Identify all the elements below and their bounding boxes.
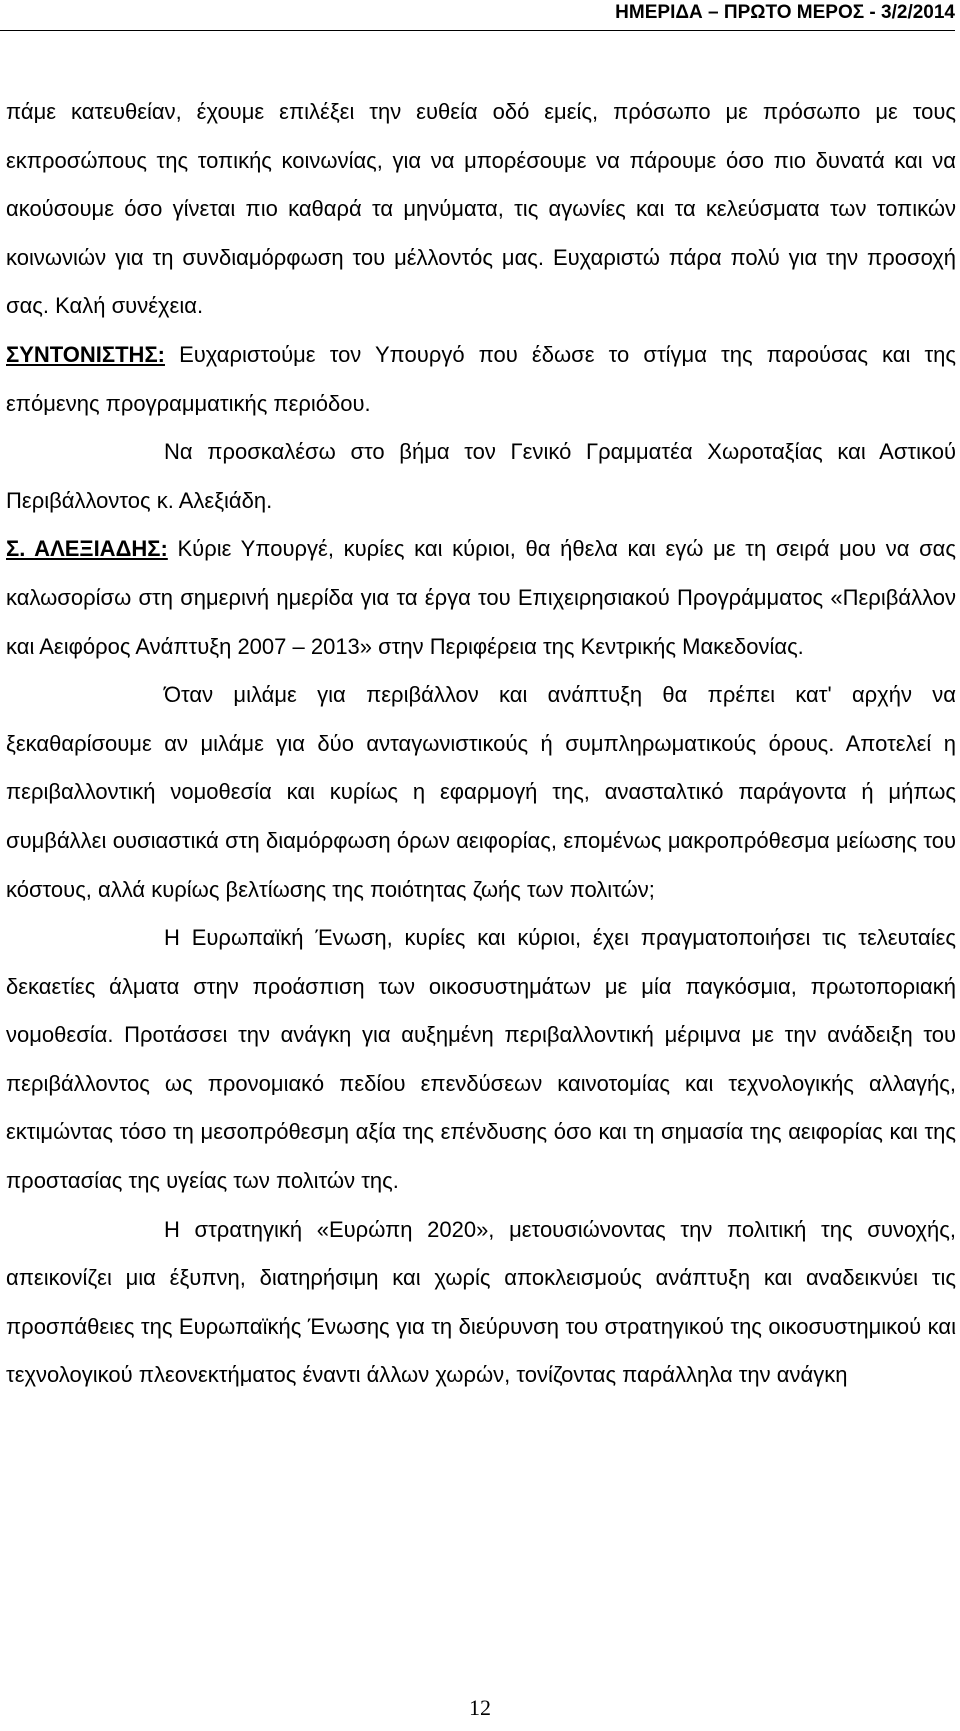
- paragraph-european-union: [6, 914, 956, 1206]
- header-rule: [0, 30, 955, 31]
- paragraph-environment-development: [6, 671, 956, 914]
- paragraph-text: Να προσκαλέσω στο βήμα τον Γενικό Γραμματέα Χωροταξίας και Αστικού Περιβάλλοντος κ. Αλεξιάδη.: [6, 439, 956, 513]
- speaker-label: ΣΥΝΤΟΝΙΣΤΗΣ:: [6, 341, 165, 367]
- page-number: 12: [469, 1695, 491, 1720]
- paragraph-text: Όταν μιλάμε για περιβάλλον και ανάπτυξη θα πρέπει κατ' αρχήν να ξεκαθαρίσουμε αν μιλάμε για δύο ανταγωνιστικούς ή συμπληρωματικούς όρους. Αποτελεί η περιβαλλοντική νομοθεσία και κυρίως η εφαρμογή της, ανασταλτικό παράγοντα ή μήπως συμβάλλει ουσιαστικά στη διαμόρφωση όρων αειφορίας, επομένως μακροπρόθεσμα μείωσης του κόστους, αλλά κυρίως βελτίωσης της ποιότητας ζωής των πολιτών;: [6, 682, 956, 902]
- paragraph-alexiadis: [6, 525, 956, 671]
- paragraph-text: Κύριε Υπουργέ, κυρίες και κύριοι, θα ήθελα και εγώ με τη σειρά μου να σας καλωσορίσω στη σημερινή ημερίδα για τα έργα του Επιχειρησιακού Προγράμματος «Περιβάλλον και Αειφόρος Ανάπτυξη 2007 – 2013» στην Περιφέρεια της Κεντρικής Μακεδονίας.: [6, 536, 957, 659]
- running-header: ΗΜΕΡΙΔΑ – ΠΡΩΤΟ ΜΕΡΟΣ - 3/2/2014: [615, 2, 955, 23]
- paragraph-text: Η Ευρωπαϊκή Ένωση, κυρίες και κύριοι, έχει πραγματοποιήσει τις τελευταίες δεκαετίες άλματα στην προάσπιση των οικοσυστημάτων με μία παγκόσμια, πρωτοποριακή νομοθεσία. Προτάσσει την ανάγκη για αυξημένη περιβαλλοντική μέριμνα με την ανάδειξη του περιβάλλοντος ως προνομιακό πεδίου επενδύσεων καινοτομίας και τεχνολογικής αλλαγής, εκτιμώντας τόσο τη μεσοπρόθεσμη αξία της επένδυσης όσο και τη σημασία της αειφορίας και της προστασίας της υγείας των πολιτών της.: [6, 925, 956, 1194]
- paragraph-continuation: [6, 88, 956, 331]
- paragraph-text: πάμε κατευθείαν, έχουμε επιλέξει την ευθεία οδό εμείς, πρόσωπο με πρόσωπο με τους εκπροσώπους της τοπικής κοινωνίας, για να μπορέσουμε να πάρουμε όσο πιο δυνατά και να ακούσουμε όσο γίνεται πιο καθαρά τα μηνύματα, τις αγωνίες και τα κελεύσματα των τοπικών κοινωνιών για τη συνδιαμόρφωση του μέλλοντός μας. Ευχαριστώ πάρα πολύ για την προσοχή σας. Καλή συνέχεια.: [6, 99, 956, 319]
- paragraph-europe-2020: [6, 1206, 956, 1400]
- speaker-label: Σ. ΑΛΕΞΙΑΔΗΣ:: [6, 536, 168, 562]
- paragraph-text: Η στρατηγική «Ευρώπη 2020», μετουσιώνοντας την πολιτική της συνοχής, απεικονίζει μια έξυπνη, διατηρήσιμη και χωρίς αποκλεισμούς ανάπτυξη και αναδεικνύει τις προσπάθειες της Ευρωπαϊκής Ένωσης για τη διεύρυνση του στρατηγικού της οικοσυστημικού και τεχνολογικού πλεονεκτήματος έναντι άλλων χωρών, τονίζοντας παράλληλα την ανάγκη: [6, 1216, 956, 1388]
- paragraph-coordinator: [6, 331, 956, 428]
- transcript-body: [6, 88, 956, 1400]
- paragraph-text: Ευχαριστούμε τον Υπουργό που έδωσε το στίγμα της παρούσας και της επόμενης προγραμματικής περιόδου.: [6, 341, 956, 416]
- paragraph-invitation: [6, 428, 956, 525]
